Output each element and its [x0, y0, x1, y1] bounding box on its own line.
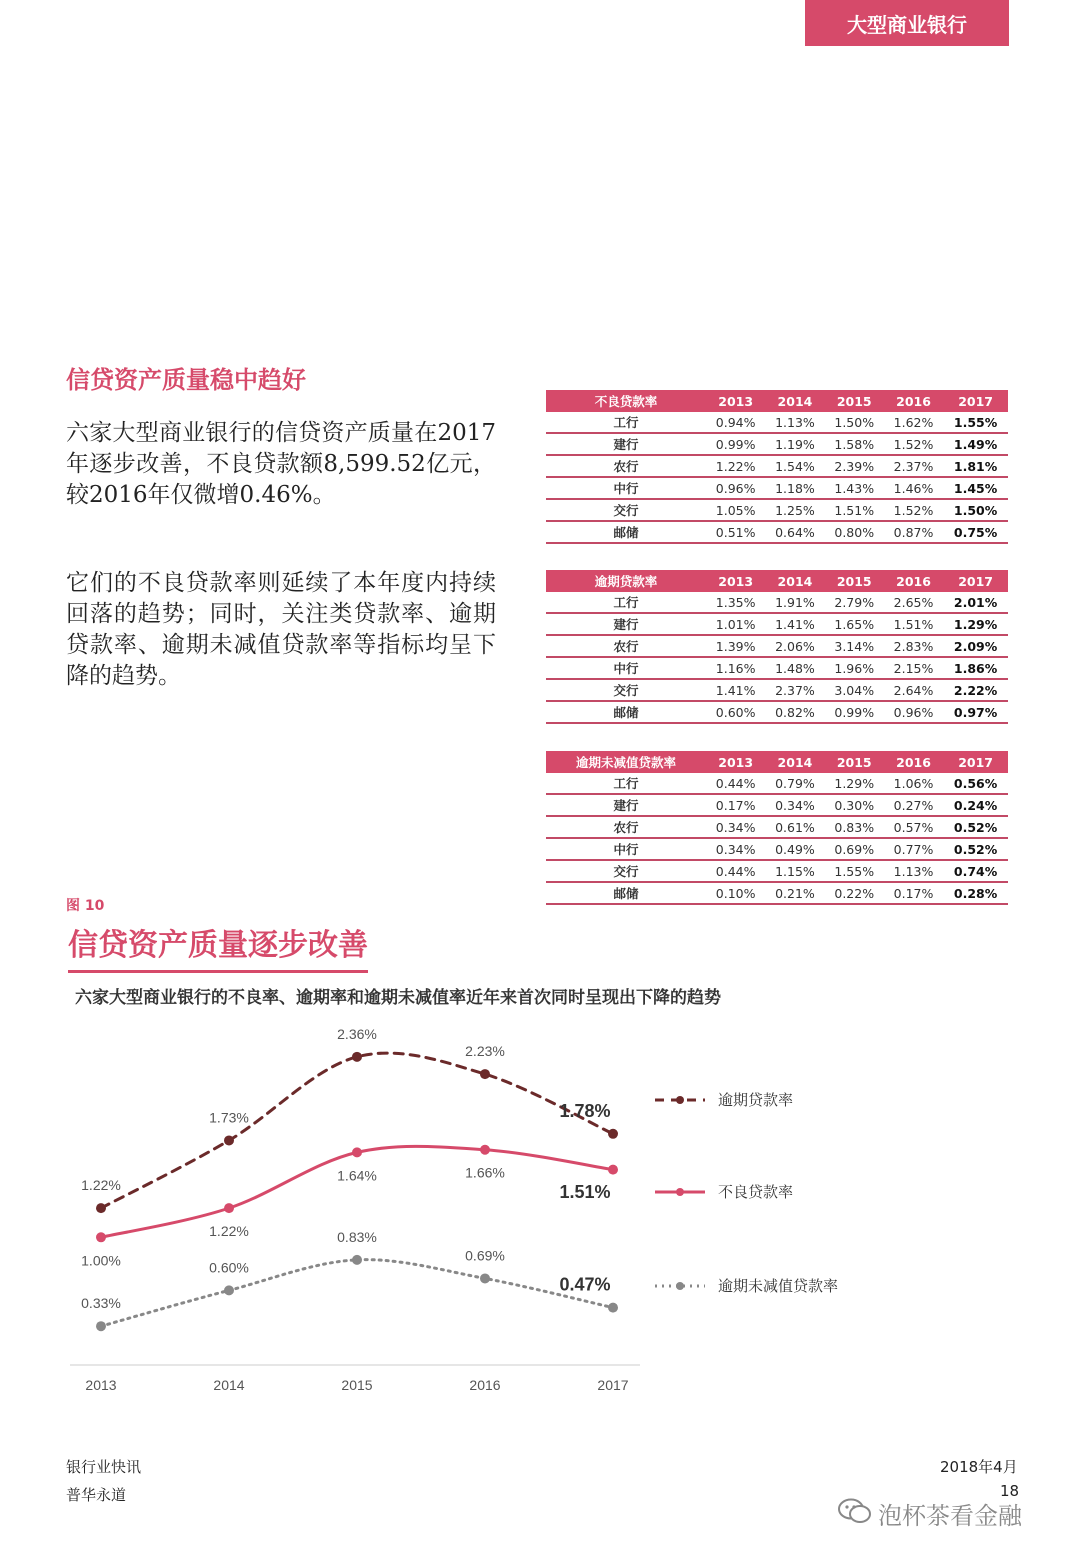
- rate-cell: 0.34%: [706, 816, 765, 838]
- rate-cell: 0.69%: [825, 838, 884, 860]
- rate-cell: 1.13%: [884, 860, 943, 882]
- rate-cell: 0.52%: [943, 838, 1008, 860]
- rate-cell: 0.28%: [943, 882, 1008, 904]
- bank-name-cell: 中行: [546, 838, 706, 860]
- rate-cell: 0.64%: [765, 521, 824, 543]
- rate-cell: 0.87%: [884, 521, 943, 543]
- rate-cell: 1.55%: [943, 412, 1008, 433]
- x-tick-label: 2015: [341, 1377, 373, 1393]
- legend-marker: [676, 1096, 684, 1104]
- data-label: 1.22%: [81, 1177, 121, 1194]
- legend-label: 逾期贷款率: [718, 1091, 794, 1109]
- table-header-row: [546, 570, 1008, 592]
- data-label: 2.23%: [465, 1043, 505, 1060]
- bank-name-cell: 邮储: [546, 701, 706, 723]
- rate-cell: 0.21%: [765, 882, 824, 904]
- rate-cell: 1.58%: [825, 433, 884, 455]
- data-point: [608, 1165, 618, 1175]
- table-row: [546, 679, 1008, 701]
- rate-cell: 1.22%: [706, 455, 765, 477]
- paragraph-2: 它们的不良贷款率则延续了本年度内持续回落的趋势；同时，关注类贷款率、逾期贷款率、逾期未减值贷款率等指标均呈下降的趋势。: [66, 570, 496, 689]
- footer-company: 普华永道: [66, 1486, 127, 1504]
- table-header-cell: 2013: [706, 751, 765, 773]
- data-point: [480, 1069, 490, 1079]
- table-header-cell: 2015: [825, 751, 884, 773]
- rate-cell: 2.09%: [943, 635, 1008, 657]
- data-point: [608, 1129, 618, 1139]
- table-header-cell: 2014: [765, 751, 824, 773]
- data-point: [224, 1285, 234, 1295]
- bank-name-cell: 交行: [546, 860, 706, 882]
- rate-cell: 0.44%: [706, 860, 765, 882]
- rate-cell: 0.34%: [706, 838, 765, 860]
- rate-cell: 1.91%: [765, 592, 824, 613]
- rate-cell: 0.56%: [943, 773, 1008, 794]
- rate-cell: 0.99%: [825, 701, 884, 723]
- bank-name-cell: 中行: [546, 477, 706, 499]
- data-point: [224, 1135, 234, 1145]
- table-row: [546, 794, 1008, 816]
- data-label: 1.22%: [209, 1223, 249, 1240]
- table-header-cell: 2013: [706, 570, 765, 592]
- rate-cell: 2.37%: [884, 455, 943, 477]
- data-label: 1.00%: [81, 1252, 121, 1269]
- figure-title: 信贷资产质量逐步改善: [68, 920, 368, 973]
- table-header-cell: 2016: [884, 570, 943, 592]
- overdue-ratio-table: [546, 570, 1008, 724]
- table-row: [546, 816, 1008, 838]
- rate-cell: 1.18%: [765, 477, 824, 499]
- series-line: [101, 1053, 613, 1208]
- rate-cell: 1.81%: [943, 455, 1008, 477]
- data-label: 2.36%: [337, 1025, 377, 1042]
- figure-label: 图 10: [66, 898, 105, 914]
- rate-cell: 2.37%: [765, 679, 824, 701]
- rate-cell: 1.48%: [765, 657, 824, 679]
- series-line: [101, 1146, 613, 1240]
- page-number: 18: [1000, 1482, 1020, 1500]
- rate-cell: 1.52%: [884, 433, 943, 455]
- bank-name-cell: 工行: [546, 773, 706, 794]
- rate-cell: 0.51%: [706, 521, 765, 543]
- rate-cell: 0.17%: [884, 882, 943, 904]
- rate-cell: 1.41%: [706, 679, 765, 701]
- rate-cell: 2.64%: [884, 679, 943, 701]
- data-label: 1.66%: [465, 1164, 505, 1181]
- watermark: [838, 1496, 1022, 1531]
- table-header-cell: 2016: [884, 390, 943, 412]
- legend-label: 不良贷款率: [718, 1183, 794, 1201]
- data-point: [352, 1255, 362, 1265]
- data-label: 1.64%: [337, 1167, 377, 1184]
- wechat-icon: [838, 1498, 872, 1530]
- rate-cell: 1.65%: [825, 613, 884, 635]
- table-row: [546, 882, 1008, 904]
- table-header-cell: 2014: [765, 390, 824, 412]
- bank-name-cell: 工行: [546, 592, 706, 613]
- table-header-cell: 2017: [943, 390, 1008, 412]
- bank-name-cell: 邮储: [546, 882, 706, 904]
- rate-cell: 1.35%: [706, 592, 765, 613]
- overdue-unimpaired-ratio-table: [546, 751, 1008, 905]
- rate-cell: 0.30%: [825, 794, 884, 816]
- rate-cell: 2.39%: [825, 455, 884, 477]
- bank-name-cell: 建行: [546, 613, 706, 635]
- x-tick-label: 2014: [213, 1377, 245, 1393]
- x-tick-label: 2013: [85, 1377, 117, 1393]
- table-header-cell: 2015: [825, 570, 884, 592]
- bank-name-cell: 交行: [546, 679, 706, 701]
- bank-name-cell: 农行: [546, 816, 706, 838]
- line-chart: [0, 1010, 1080, 1410]
- table-header-cell: 2013: [706, 390, 765, 412]
- rate-cell: 1.29%: [825, 773, 884, 794]
- table-row: [546, 773, 1008, 794]
- legend-marker: [676, 1188, 684, 1196]
- data-label: 0.69%: [465, 1247, 505, 1264]
- rate-cell: 1.29%: [943, 613, 1008, 635]
- bank-name-cell: 农行: [546, 635, 706, 657]
- rate-cell: 3.04%: [825, 679, 884, 701]
- x-tick-label: 2017: [597, 1377, 629, 1393]
- rate-cell: 1.45%: [943, 477, 1008, 499]
- rate-cell: 0.96%: [884, 701, 943, 723]
- rate-cell: 1.50%: [825, 412, 884, 433]
- bank-name-cell: 建行: [546, 794, 706, 816]
- rate-cell: 0.52%: [943, 816, 1008, 838]
- rate-cell: 1.43%: [825, 477, 884, 499]
- rate-cell: 0.60%: [706, 701, 765, 723]
- rate-cell: 1.96%: [825, 657, 884, 679]
- rate-cell: 0.74%: [943, 860, 1008, 882]
- rate-cell: 1.05%: [706, 499, 765, 521]
- table-header-cell: 2017: [943, 570, 1008, 592]
- data-label: 1.73%: [209, 1109, 249, 1126]
- rate-cell: 2.22%: [943, 679, 1008, 701]
- table-row: [546, 635, 1008, 657]
- rate-cell: 1.39%: [706, 635, 765, 657]
- rate-cell: 1.86%: [943, 657, 1008, 679]
- section-tab: 大型商业银行: [805, 0, 1009, 46]
- table-row: [546, 657, 1008, 679]
- rate-cell: 0.17%: [706, 794, 765, 816]
- rate-cell: 2.06%: [765, 635, 824, 657]
- rate-cell: 3.14%: [825, 635, 884, 657]
- rate-cell: 1.06%: [884, 773, 943, 794]
- rate-cell: 2.83%: [884, 635, 943, 657]
- rate-cell: 0.99%: [706, 433, 765, 455]
- data-point: [96, 1203, 106, 1213]
- x-tick-label: 2016: [469, 1377, 501, 1393]
- rate-cell: 1.62%: [884, 412, 943, 433]
- table-row: [546, 838, 1008, 860]
- bank-name-cell: 中行: [546, 657, 706, 679]
- rate-cell: 0.24%: [943, 794, 1008, 816]
- rate-cell: 1.25%: [765, 499, 824, 521]
- table-header-cell: 2017: [943, 751, 1008, 773]
- data-label: 1.78%: [559, 1100, 611, 1121]
- npl-ratio-table: [546, 390, 1008, 544]
- data-label: 1.51%: [559, 1182, 611, 1202]
- rate-cell: 0.61%: [765, 816, 824, 838]
- rate-cell: 1.52%: [884, 499, 943, 521]
- rate-cell: 0.96%: [706, 477, 765, 499]
- rate-cell: 0.22%: [825, 882, 884, 904]
- footer-publication: 银行业快讯: [66, 1458, 142, 1476]
- rate-cell: 1.51%: [825, 499, 884, 521]
- section-heading: 信贷资产质量稳中趋好: [66, 366, 306, 394]
- rate-cell: 2.01%: [943, 592, 1008, 613]
- rate-cell: 2.15%: [884, 657, 943, 679]
- bank-name-cell: 交行: [546, 499, 706, 521]
- rate-cell: 0.34%: [765, 794, 824, 816]
- table-header-cell: 逾期未减值贷款率: [546, 751, 706, 773]
- bank-name-cell: 农行: [546, 455, 706, 477]
- series-line: [101, 1260, 613, 1327]
- footer-date: 2018年4月: [940, 1458, 1018, 1476]
- table-header-cell: 2016: [884, 751, 943, 773]
- figure-subtitle: 六家大型商业银行的不良率、逾期率和逾期未减值率近年来首次同时呈现出下降的趋势: [75, 988, 721, 1008]
- table-row: [546, 592, 1008, 613]
- paragraph-1: 六家大型商业银行的信贷资产质量在2017年逐步改善，不良贷款额8,599.52亿元，较2016年仅微增0.46%。: [66, 420, 496, 508]
- table-row: [546, 860, 1008, 882]
- table-row: [546, 499, 1008, 521]
- rate-cell: 0.10%: [706, 882, 765, 904]
- data-point: [480, 1145, 490, 1155]
- table-header-row: [546, 751, 1008, 773]
- rate-cell: 1.19%: [765, 433, 824, 455]
- rate-cell: 0.94%: [706, 412, 765, 433]
- data-point: [352, 1147, 362, 1157]
- rate-cell: 2.79%: [825, 592, 884, 613]
- rate-cell: 1.46%: [884, 477, 943, 499]
- data-label: 0.47%: [559, 1274, 611, 1295]
- rate-cell: 1.54%: [765, 455, 824, 477]
- rate-cell: 0.82%: [765, 701, 824, 723]
- rate-cell: 1.01%: [706, 613, 765, 635]
- data-point: [608, 1303, 618, 1313]
- table-header-cell: 2015: [825, 390, 884, 412]
- watermark-text: 泡杯茶看金融: [878, 1502, 1022, 1530]
- table-row: [546, 455, 1008, 477]
- data-point: [224, 1203, 234, 1213]
- rate-cell: 1.13%: [765, 412, 824, 433]
- table-row: [546, 701, 1008, 723]
- rate-cell: 0.75%: [943, 521, 1008, 543]
- rate-cell: 0.80%: [825, 521, 884, 543]
- table-row: [546, 521, 1008, 543]
- table-header-row: [546, 390, 1008, 412]
- table-header-cell: 逾期贷款率: [546, 570, 706, 592]
- bank-name-cell: 建行: [546, 433, 706, 455]
- table-row: [546, 477, 1008, 499]
- rate-cell: 1.49%: [943, 433, 1008, 455]
- rate-cell: 1.51%: [884, 613, 943, 635]
- rate-cell: 0.83%: [825, 816, 884, 838]
- rate-cell: 1.55%: [825, 860, 884, 882]
- data-label: 0.33%: [81, 1295, 121, 1312]
- data-point: [96, 1232, 106, 1242]
- data-point: [352, 1052, 362, 1062]
- rate-cell: 0.79%: [765, 773, 824, 794]
- rate-cell: 2.65%: [884, 592, 943, 613]
- rate-cell: 1.41%: [765, 613, 824, 635]
- rate-cell: 0.44%: [706, 773, 765, 794]
- table-row: [546, 412, 1008, 433]
- table-row: [546, 433, 1008, 455]
- bank-name-cell: 工行: [546, 412, 706, 433]
- rate-cell: 1.50%: [943, 499, 1008, 521]
- rate-cell: 1.16%: [706, 657, 765, 679]
- bank-name-cell: 邮储: [546, 521, 706, 543]
- data-point: [480, 1273, 490, 1283]
- rate-cell: 0.49%: [765, 838, 824, 860]
- table-row: [546, 613, 1008, 635]
- rate-cell: 0.77%: [884, 838, 943, 860]
- data-label: 0.60%: [209, 1259, 249, 1276]
- rate-cell: 0.27%: [884, 794, 943, 816]
- legend-marker: [676, 1282, 684, 1290]
- data-point: [96, 1321, 106, 1331]
- legend-label: 逾期未减值贷款率: [718, 1277, 839, 1295]
- table-header-cell: 不良贷款率: [546, 390, 706, 412]
- rate-cell: 1.15%: [765, 860, 824, 882]
- table-header-cell: 2014: [765, 570, 824, 592]
- rate-cell: 0.97%: [943, 701, 1008, 723]
- data-label: 0.83%: [337, 1228, 377, 1245]
- rate-cell: 0.57%: [884, 816, 943, 838]
